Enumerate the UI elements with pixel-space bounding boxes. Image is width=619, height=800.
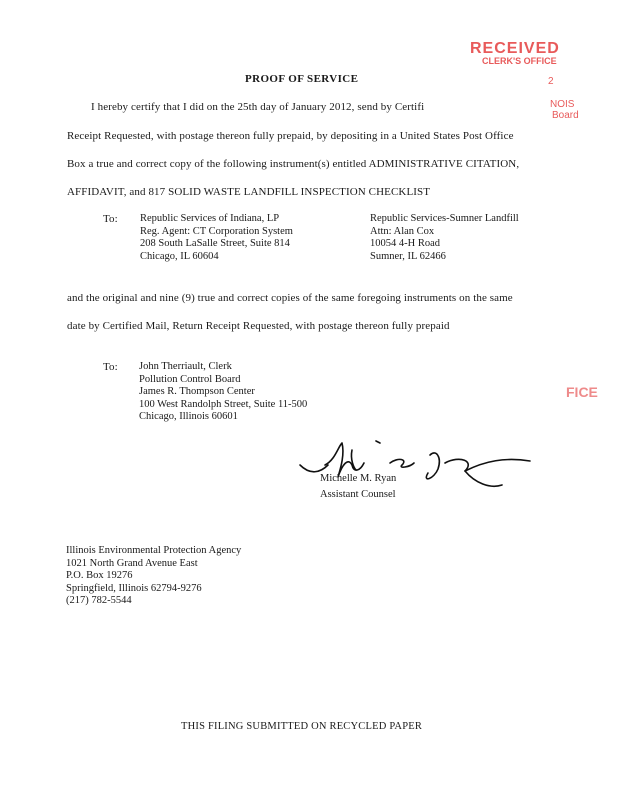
page-title: PROOF OF SERVICE [245,73,359,85]
agency-line: Springfield, Illinois 62794-9276 [66,582,202,594]
recipient3-line: John Therriault, Clerk [139,361,232,372]
agency-address [66,545,241,608]
recipient2-line: Sumner, IL 62466 [370,250,446,262]
to-label-2: To: [103,361,118,373]
stamp-number: 2 [548,76,554,87]
paragraph1-line4: AFFIDAVIT, and 817 SOLID WASTE LANDFILL INSPECTION CHECKLIST [67,186,431,198]
stamp-nois: NOIS [550,99,575,110]
recipient2-line: 10054 4-H Road [370,238,440,249]
recipient1-line: 208 South LaSalle Street, Suite 814 [140,238,290,249]
agency-line: Illinois Environmental Protection Agency [66,545,242,556]
to-label-1: To: [103,213,118,225]
recipient3-address [139,361,307,424]
paragraph2-line2: date by Certified Mail, Return Receipt Requested, with postage thereon fully prepaid [67,320,450,332]
recipient2-line: Attn: Alan Cox [370,225,435,237]
paragraph1-line3: Box a true and correct copy of the following instrument(s) entitled ADMINISTRATIVE CITATION, [67,158,520,170]
recipient2-address [370,213,519,263]
recipient1-line: Reg. Agent: CT Corporation System [140,225,293,237]
recipient1-line: Chicago, IL 60604 [140,250,219,262]
recipient3-line: James R. Thompson Center [139,386,255,397]
agency-line: 1021 North Grand Avenue East [66,557,198,569]
recipient3-line: Pollution Control Board [139,373,241,385]
recipient3-line: 100 West Randolph Street, Suite 11-500 [139,398,308,410]
footer-note: THIS FILING SUBMITTED ON RECYCLED PAPER [181,721,423,732]
paragraph1-line2: Receipt Requested, with postage thereon fully prepaid, by depositing in a United States Post Office [67,130,514,142]
stamp-board: Board [552,110,579,121]
agency-line: (217) 782-5544 [66,595,132,606]
stamp-fice: FICE [566,384,598,400]
recipient2-line: Republic Services-Sumner Landfill [370,213,519,224]
signer-title: Assistant Counsel [320,488,396,500]
signer-block [320,473,396,501]
signer-name: Michelle M. Ryan [320,473,397,484]
received-stamp: RECEIVED [470,40,560,57]
recipient3-line: Chicago, Illinois 60601 [139,411,238,422]
paragraph2-line1: and the original and nine (9) true and correct copies of the same foregoing instruments on the same [67,292,513,304]
recipient1-line: Republic Services of Indiana, LP [140,213,280,224]
agency-line: P.O. Box 19276 [66,570,133,581]
recipient1-address [140,213,293,263]
clerks-office-stamp: CLERK'S OFFICE [482,56,557,66]
paragraph1-line1: I hereby certify that I did on the 25th day of January 2012, send by Certifi [91,101,425,113]
